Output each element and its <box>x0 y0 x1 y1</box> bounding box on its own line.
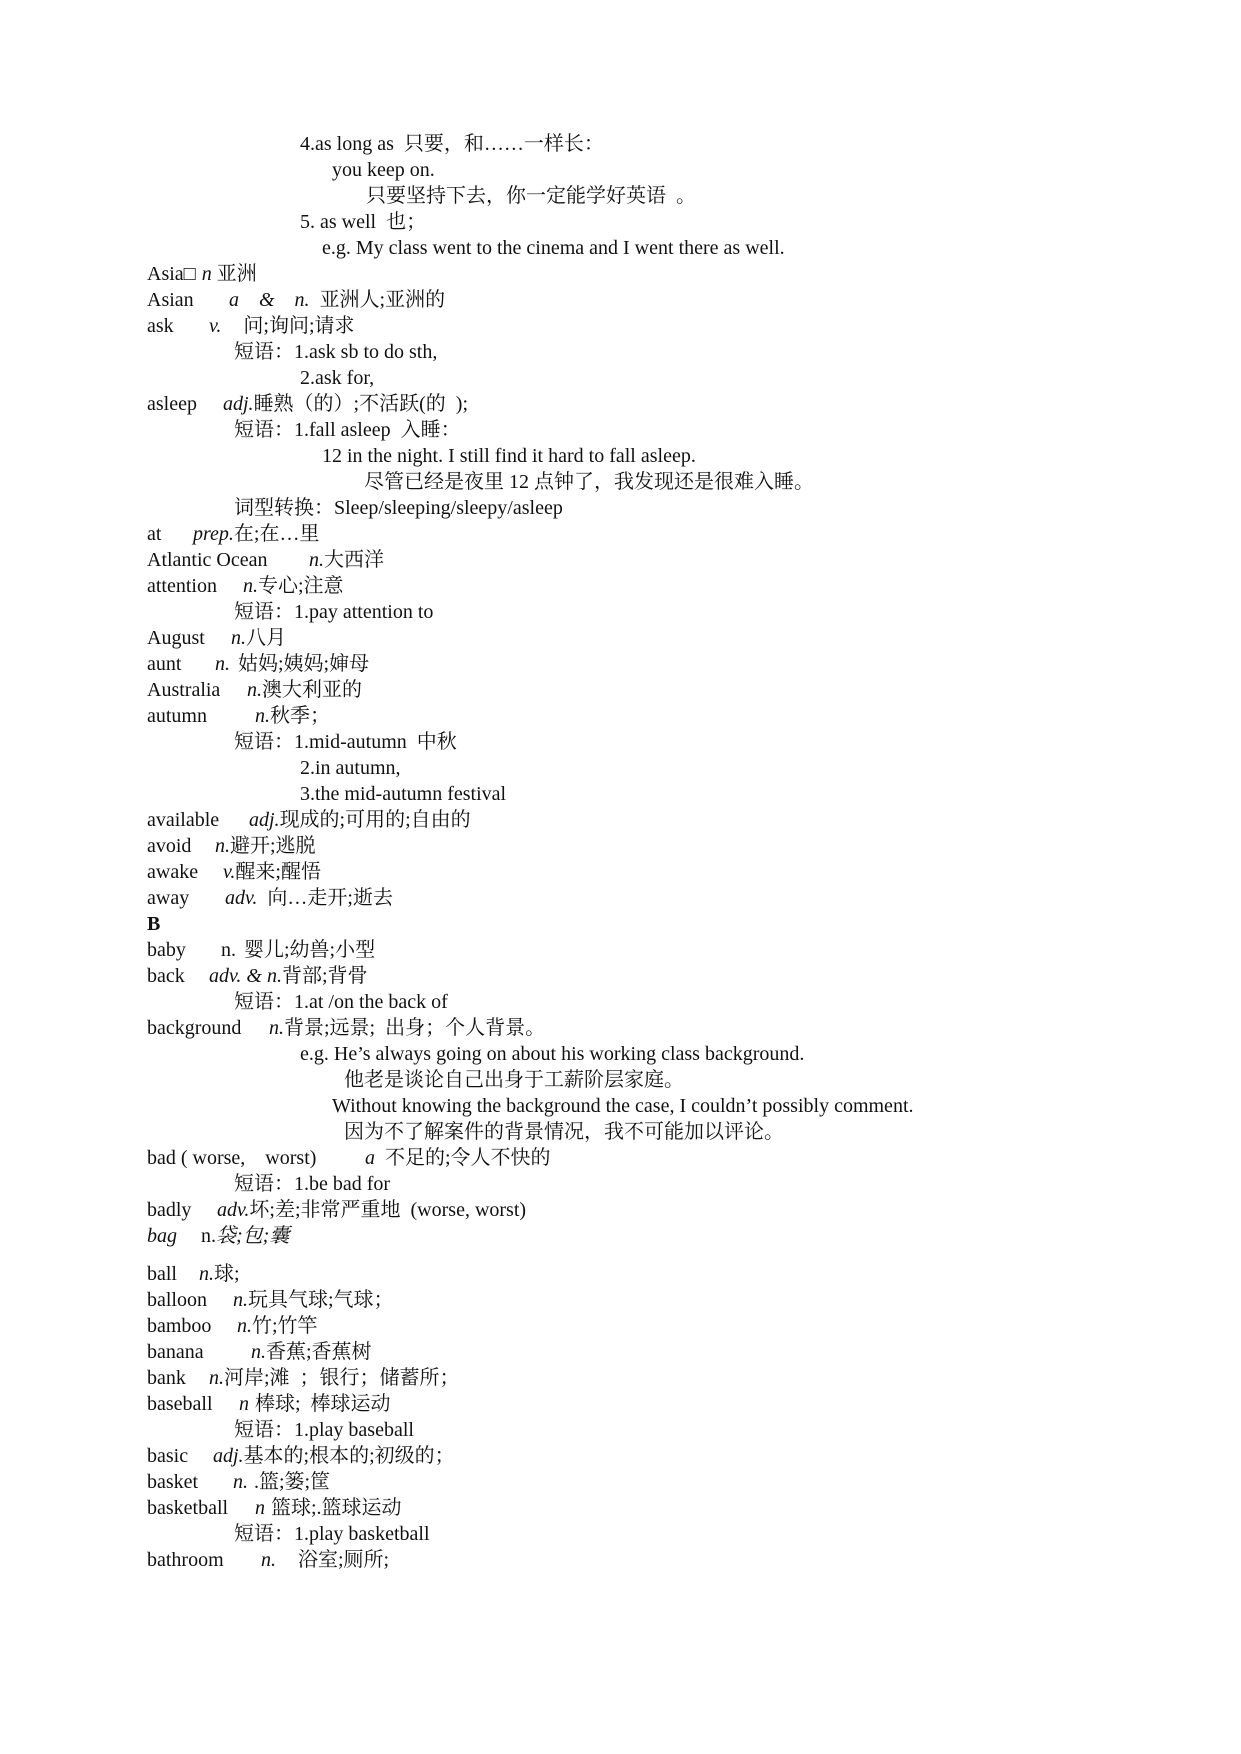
entry-word: back <box>147 965 185 987</box>
entry-definition: 秋季； <box>270 705 330 727</box>
entry-bad <box>147 1146 551 1170</box>
entry-word: asleep <box>147 393 197 415</box>
entry-definition: 大西洋 <box>324 549 384 571</box>
entry-pos: adv. <box>217 1199 250 1221</box>
entry-word: banana <box>147 1341 204 1363</box>
entry-badly <box>147 1198 526 1222</box>
phrase-line: 词型转换：Sleep/sleeping/sleepy/asleep <box>234 497 563 519</box>
entry-autumn <box>147 704 330 728</box>
entry-pos: a <box>365 1147 375 1169</box>
entry-avoid <box>147 834 316 858</box>
phrase-line: 短语：1.play basketball <box>234 1523 430 1545</box>
entry-definition: 背部;背骨 <box>281 965 368 987</box>
entry-word: away <box>147 887 190 909</box>
entry-available <box>147 808 471 832</box>
entry-word: ask <box>147 315 174 337</box>
entry-definition: 现成的;可用的;自由的 <box>279 809 471 831</box>
entry-balloon <box>147 1288 394 1312</box>
entry-ball <box>147 1262 240 1286</box>
entry-word: basic <box>147 1445 189 1467</box>
entry-word: bad ( worse, worst) <box>147 1147 317 1169</box>
entry-definition: 澳大利亚的 <box>262 679 362 701</box>
entry-basket <box>147 1470 330 1494</box>
entry-word: bamboo <box>147 1315 212 1337</box>
entry-word: badly <box>147 1199 192 1221</box>
phrase-line: 短语：1.be bad for <box>234 1173 391 1195</box>
entry-word: baby <box>147 939 186 961</box>
example-line: 4.as long as 只要，和……一样长： <box>300 133 604 155</box>
entry-definition: 在;在…里 <box>233 523 320 545</box>
entry-pos: n. <box>233 1289 248 1311</box>
section-heading: B <box>147 913 161 935</box>
entry-word: Australia <box>147 679 221 701</box>
entry-definition: 不足的;令人不快的 <box>385 1147 551 1169</box>
entry-word: attention <box>147 575 217 597</box>
entry-pos: v. <box>223 861 236 883</box>
entry-pos: n. <box>309 549 324 571</box>
entry-asia <box>147 262 257 286</box>
entry-background <box>147 1016 545 1040</box>
example-line: you keep on. <box>332 159 435 181</box>
entry-word: autumn <box>147 705 207 727</box>
example-line: 他老是谈论自己出身于工薪阶层家庭。 <box>344 1069 684 1091</box>
entry-bamboo <box>147 1314 318 1338</box>
entry-definition: 坏;差;非常严重地 (worse, worst) <box>249 1199 527 1221</box>
entry-ask <box>147 314 355 338</box>
entry-august <box>147 626 286 650</box>
entry-pos: n. <box>243 575 258 597</box>
entry-baseball <box>147 1392 391 1416</box>
entry-definition: 问;询问;请求 <box>243 315 355 337</box>
entry-back <box>147 964 368 988</box>
entry-awake <box>147 860 321 884</box>
entry-pos: adj. <box>213 1445 244 1467</box>
entry-word: bag <box>147 1225 177 1247</box>
entry-pos: a & n. <box>229 289 310 311</box>
entry-word: available <box>147 809 220 831</box>
phrase-line: 短语：1.pay attention to <box>234 601 434 623</box>
entry-definition: 袋;包;囊 <box>216 1225 290 1247</box>
entry-word: Asian <box>147 289 194 311</box>
entry-pos: n <box>201 263 212 285</box>
example-line: e.g. He’s always going on about his working class background. <box>300 1043 805 1065</box>
entry-pos: n <box>255 1497 265 1519</box>
phrase-line: 3.the mid-autumn festival <box>300 783 507 805</box>
entry-word: balloon <box>147 1289 207 1311</box>
entry-pos: adv. & n. <box>209 965 282 987</box>
entry-definition: 睡熟（的）;不活跃(的 ); <box>253 393 468 415</box>
entry-definition: 河岸;滩 ；银行；储蓄所； <box>224 1367 460 1389</box>
entry-pos: n. <box>215 835 230 857</box>
entry-definition: 亚洲 <box>211 263 257 285</box>
example-line: 只要坚持下去，你一定能学好英语 。 <box>366 185 696 207</box>
example-line: 因为不了解案件的背景情况，我不可能加以评论。 <box>344 1121 784 1143</box>
phrase-line: 短语：1.fall asleep 入睡： <box>234 419 461 441</box>
entry-pos: n. <box>231 627 246 649</box>
entry-definition: 向…走开;逝去 <box>267 887 393 909</box>
entry-basketball <box>147 1496 402 1520</box>
entry-baby <box>147 938 375 962</box>
entry-definition: 棒球; 棒球运动 <box>255 1393 391 1415</box>
entry-pos: n. <box>247 679 262 701</box>
entry-definition: 婴儿;幼兽;小型 <box>244 939 376 961</box>
entry-attention <box>147 574 344 598</box>
entry-pos: n. <box>199 1263 214 1285</box>
entry-word: avoid <box>147 835 192 857</box>
entry-word: aunt <box>147 653 182 675</box>
entry-asian <box>147 288 445 312</box>
entry-bag <box>147 1224 289 1248</box>
entry-pos: n. <box>237 1315 252 1337</box>
entry-definition: 香蕉;香蕉树 <box>266 1341 372 1363</box>
example-line: Without knowing the background the case, I couldn’t possibly comment. <box>332 1095 914 1117</box>
entry-word: baseball <box>147 1393 213 1415</box>
entry-pos: n. <box>269 1017 284 1039</box>
phrase-line: 2.in autumn, <box>300 757 401 779</box>
entry-definition: 背景;远景; 出身；个人背景。 <box>284 1017 546 1039</box>
entry-word: background <box>147 1017 242 1039</box>
entry-definition: 亚洲人;亚洲的 <box>319 289 446 311</box>
entry-word: Asia <box>147 263 184 285</box>
example-line: e.g. My class went to the cinema and I went there as well. <box>322 237 785 259</box>
phrase-line: 短语：1.ask sb to do sth, <box>234 341 438 363</box>
entry-pos: adv. <box>225 887 258 909</box>
entry-pos: adj. <box>223 393 254 415</box>
entry-definition: 醒来;醒悟 <box>235 861 321 883</box>
entry-pos: prep. <box>193 523 234 545</box>
entry-definition: 玩具气球;气球； <box>248 1289 394 1311</box>
example-line: 12 in the night. I still find it hard to fall asleep. <box>322 445 696 467</box>
entry-definition: 篮球;.篮球运动 <box>271 1497 402 1519</box>
entry-aunt <box>147 652 369 676</box>
entry-word: bank <box>147 1367 186 1389</box>
entry-word: Atlantic Ocean <box>147 549 268 571</box>
entry-definition: 避开;逃脱 <box>230 835 316 857</box>
entry-pos: n. <box>209 1367 224 1389</box>
entry-definition: 姑妈;姨妈;婶母 <box>238 653 370 675</box>
entry-banana <box>147 1340 372 1364</box>
missing-glyph-box: □ <box>183 263 196 285</box>
phrase-line: 短语：1.at /on the back of <box>234 991 448 1013</box>
example-line: 5. as well 也； <box>300 211 427 233</box>
entry-definition: 竹;竹竿 <box>252 1315 318 1337</box>
phrase-line: 短语：1.mid-autumn 中秋 <box>234 731 457 753</box>
entry-at <box>147 522 319 546</box>
entry-word: bathroom <box>147 1549 224 1571</box>
entry-pos: adj. <box>249 809 280 831</box>
phrase-line: 短语：1.play baseball <box>234 1419 414 1441</box>
entry-pos: n. <box>221 939 236 961</box>
example-line: 尽管已经是夜里 12 点钟了，我发现还是很难入睡。 <box>364 471 814 493</box>
entry-bathroom <box>147 1548 389 1572</box>
entry-definition: 浴室;厕所; <box>298 1549 390 1571</box>
entry-pos: n. <box>251 1341 266 1363</box>
entry-pos: n <box>239 1393 249 1415</box>
entry-pos: v. <box>209 315 222 337</box>
entry-basic <box>147 1444 455 1468</box>
entry-atlantic-ocean <box>147 548 384 572</box>
entry-definition: 八月 <box>246 627 286 649</box>
entry-definition: .篮;篓;筐 <box>254 1471 331 1493</box>
entry-asleep <box>147 392 468 416</box>
entry-pos: n. <box>255 705 270 727</box>
phrase-line: 2.ask for, <box>300 367 375 389</box>
entry-definition: 基本的;根本的;初级的； <box>243 1445 455 1467</box>
entry-definition: 专心;注意 <box>258 575 344 597</box>
entry-word: awake <box>147 861 199 883</box>
entry-away <box>147 886 393 910</box>
entry-word: ball <box>147 1263 177 1285</box>
entry-pos: n. <box>233 1471 248 1493</box>
entry-word: at <box>147 523 162 545</box>
entry-word: basket <box>147 1471 199 1493</box>
entry-australia <box>147 678 362 702</box>
entry-word: August <box>147 627 205 649</box>
entry-word: basketball <box>147 1497 229 1519</box>
entry-pos: n. <box>201 1225 216 1247</box>
entry-bank <box>147 1366 460 1390</box>
entry-pos: n. <box>215 653 230 675</box>
entry-definition: 球; <box>214 1263 240 1285</box>
entry-pos: n. <box>261 1549 276 1571</box>
